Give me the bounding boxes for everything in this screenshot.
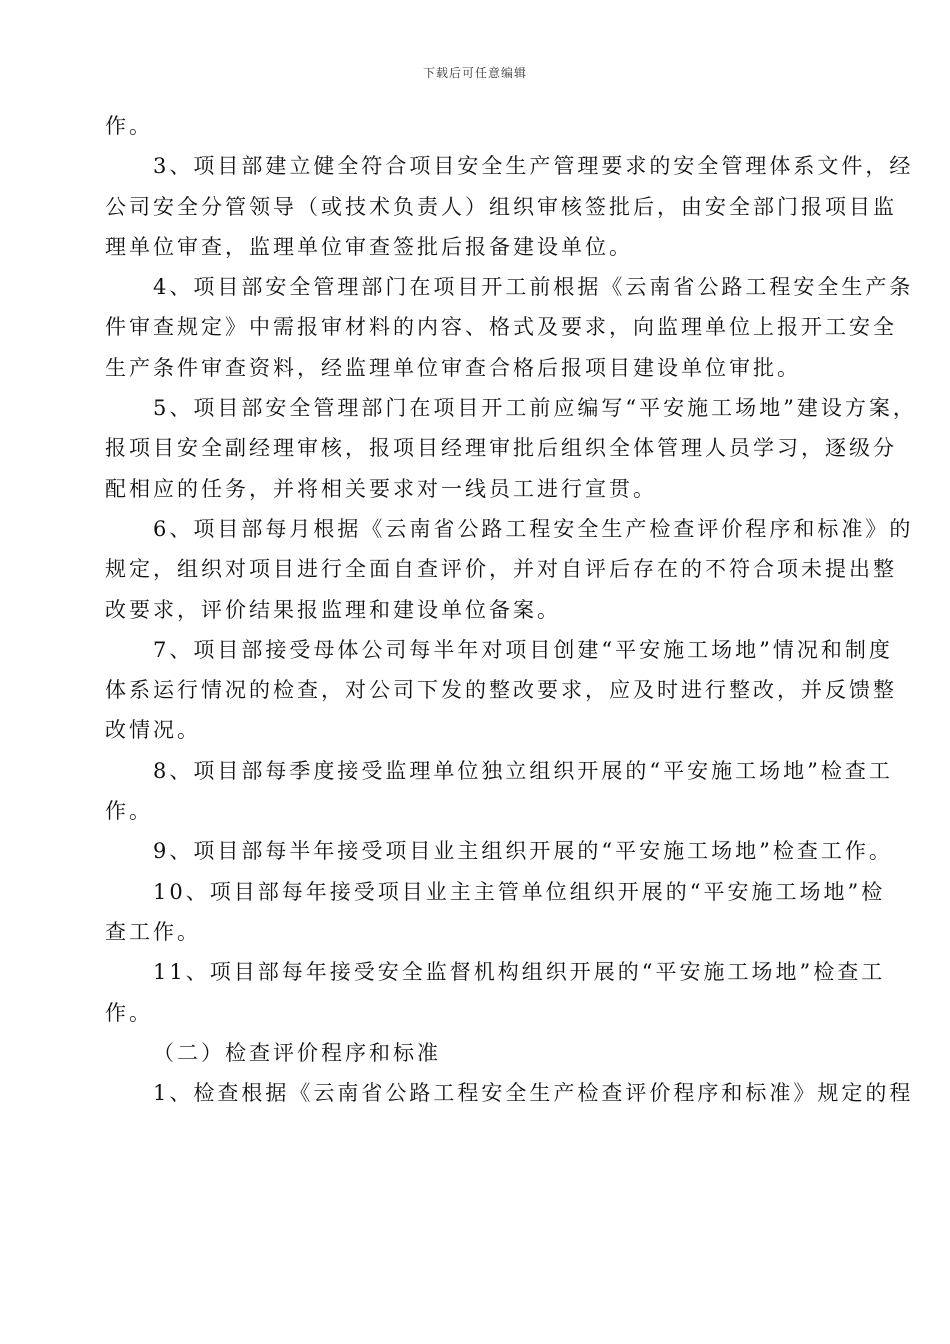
paragraph-continuation xyxy=(105,106,853,146)
text-line: 3、项目部建立健全符合项目安全生产管理要求的安全管理体系文件，经 xyxy=(153,154,914,179)
paragraph-item-10 xyxy=(105,872,886,953)
text-line: 10、项目部每年接受项目业主主管单位组织开展的“平安施工场地”检 xyxy=(153,879,886,904)
text-line: 改情况。 xyxy=(105,718,201,743)
paragraph-item-8 xyxy=(105,751,893,832)
text-line: 11、项目部每年接受安全监督机构组织开展的“平安施工场地”检查工 xyxy=(153,960,886,985)
text-line: 件审查规定》中需报审材料的内容、格式及要求，向监理单位上报开工安全 xyxy=(105,315,897,340)
paragraph-check-1 xyxy=(105,1073,914,1113)
text-line: 7、项目部接受母体公司每半年对项目创建“平安施工场地”情况和制度 xyxy=(153,637,893,662)
text-line: 配相应的任务，并将相关要求对一线员工进行宣贯。 xyxy=(105,476,657,501)
text-line: 作。 xyxy=(105,114,153,138)
section-heading xyxy=(105,1033,853,1073)
paragraph-item-3 xyxy=(105,146,914,267)
text-line: 作。 xyxy=(105,1000,153,1025)
text-line: 9、项目部每半年接受项目业主组织开展的“平安施工场地”检查工作。 xyxy=(153,839,893,864)
text-line: 1、检查根据《云南省公路工程安全生产检查评价程序和标准》规定的程 xyxy=(153,1081,914,1106)
text-line: （二）检查评价程序和标准 xyxy=(153,1040,441,1065)
text-line: 报项目安全副经理审核，报项目经理审批后组织全体管理人员学习，逐级分 xyxy=(105,436,897,461)
text-line: 理单位审查，监理单位审查签批后报备建设单位。 xyxy=(105,234,633,259)
paragraph-item-7 xyxy=(105,630,897,751)
text-line: 6、项目部每月根据《云南省公路工程安全生产检查评价程序和标准》的 xyxy=(153,516,914,541)
text-line: 改要求，评价结果报监理和建设单位备案。 xyxy=(105,597,561,622)
text-line: 生产条件审查资料，经监理单位审查合格后报项目建设单位审批。 xyxy=(105,355,801,380)
text-line: 4、项目部安全管理部门在项目开工前根据《云南省公路工程安全生产条 xyxy=(153,275,914,300)
document-body xyxy=(105,106,917,1113)
text-line: 作。 xyxy=(105,799,153,824)
paragraph-item-9 xyxy=(105,831,893,871)
paragraph-item-11 xyxy=(105,952,886,1033)
text-line: 体系运行情况的检查，对公司下发的整改要求，应及时进行整改，并反馈整 xyxy=(105,678,897,703)
text-line: 8、项目部每季度接受监理单位独立组织开展的“平安施工场地”检查工 xyxy=(153,758,893,783)
text-line: 5、项目部安全管理部门在项目开工前应编写“平安施工场地”建设方案， xyxy=(153,396,917,421)
text-line: 查工作。 xyxy=(105,919,201,944)
text-line: 公司安全分管领导（或技术负责人）组织审核签批后，由安全部门报项目监 xyxy=(105,194,897,219)
paragraph-item-5 xyxy=(105,388,917,509)
paragraph-item-4 xyxy=(105,267,914,388)
page-header-note: 下载后可任意编辑 xyxy=(422,66,527,80)
text-line: 规定，组织对项目进行全面自查评价，并对自评后存在的不符合项未提出整 xyxy=(105,557,897,582)
paragraph-item-6 xyxy=(105,509,914,630)
